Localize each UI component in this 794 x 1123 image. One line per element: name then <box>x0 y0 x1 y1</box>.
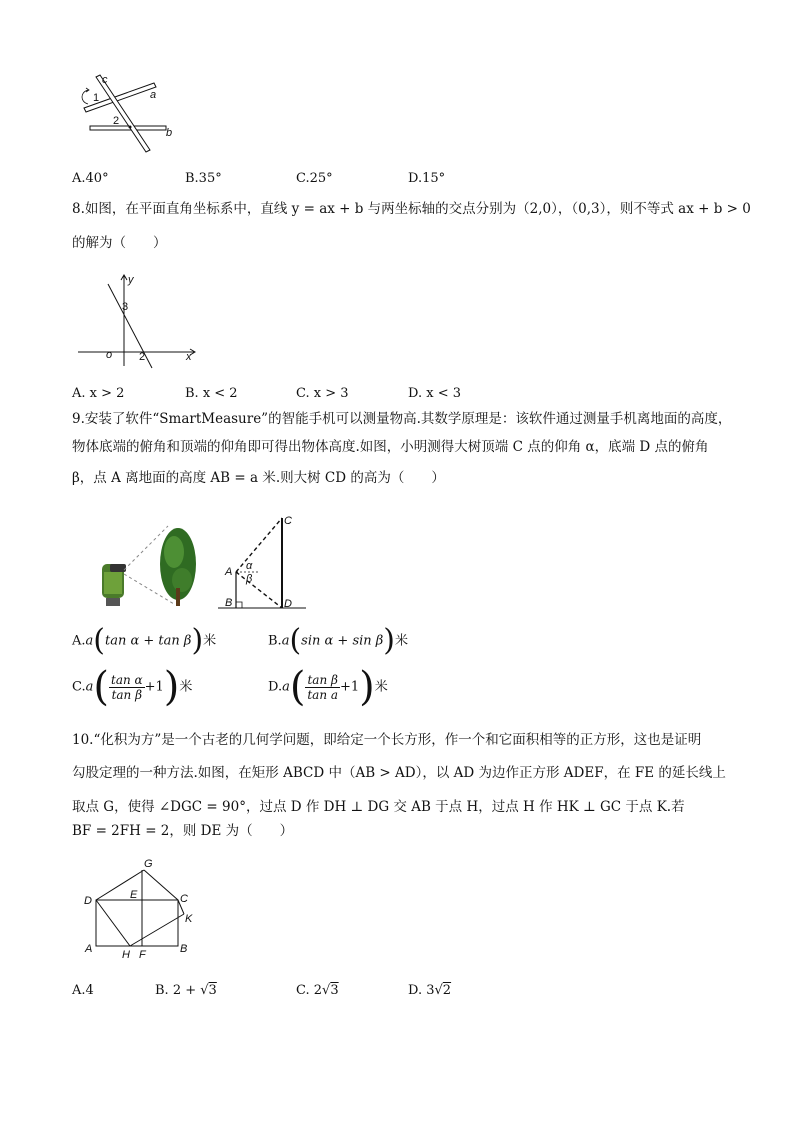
label-k: K <box>185 913 193 925</box>
sightline-ac <box>236 518 282 572</box>
line-ax-plus-b <box>108 284 152 368</box>
q10-option-b[interactable]: B. 2 + √3 <box>155 983 217 998</box>
sightline-ad <box>236 572 282 608</box>
label-2: 2 <box>113 115 120 127</box>
q7-option-d[interactable]: D.15° <box>408 171 446 186</box>
label-e: E <box>130 889 138 901</box>
q8-stem-line1: 8.如图，在平面直角坐标系中，直线 y = ax + b 与两坐标轴的交点分别为（2,0），（0,3），则不等式 ax + b > 0 <box>72 201 751 217</box>
q8-option-d[interactable]: D. x < 3 <box>408 386 461 401</box>
label-c: c <box>102 74 108 86</box>
q9-diagram <box>216 512 308 612</box>
q8-stem-line2: 的解为（ ） <box>72 235 167 251</box>
label-a: a <box>150 89 157 101</box>
q10-stem-line3: 取点 G，使得 ∠DGC = 90°，过点 D 作 DH ⊥ DG 交 AB 于点 H，过点 H 作 HK ⊥ GC 于点 K.若 <box>72 799 685 815</box>
q9-option-a[interactable]: A.a(tan α + tan β)米 <box>72 623 217 658</box>
segment-hk <box>130 914 184 946</box>
q9-option-b[interactable]: B.a(sin α + sin β)米 <box>268 623 409 658</box>
q9-stem-line3: β，点 A 离地面的高度 AB = a 米.则大树 CD 的高为（ ） <box>72 470 445 486</box>
q9-stem-line1: 9.安装了软件“SmartMeasure”的智能手机可以测量物高.其数学原理是：该软件通过测量手机离地面的高度， <box>72 411 732 427</box>
q10-stem-line4: BF = 2FH = 2，则 DE 为（ ） <box>72 823 294 839</box>
segment-dh <box>96 900 130 946</box>
label-b: B <box>225 597 233 609</box>
q7-option-b[interactable]: B.35° <box>185 171 222 186</box>
q9-option-d[interactable]: D.a( $\frac{\text{tan β}}{\text{tan a}}$ +1)米 <box>268 664 388 710</box>
label-c: C <box>180 893 188 905</box>
label-beta: β <box>246 573 253 585</box>
q9-illustration <box>100 522 210 612</box>
label-b: B <box>180 943 188 955</box>
label-h: H <box>122 949 130 961</box>
label-y: y <box>128 274 134 286</box>
label-d: D <box>84 895 92 907</box>
q8-option-c[interactable]: C. x > 3 <box>296 386 349 401</box>
q10-option-d[interactable]: D. 3√2 <box>408 983 452 998</box>
line-b <box>90 126 166 130</box>
q10-figure <box>80 856 200 962</box>
rotation-arrow-icon <box>82 90 88 104</box>
label-3: 3 <box>122 301 129 313</box>
label-origin: o <box>106 349 113 361</box>
label-1: 1 <box>93 92 100 104</box>
q10-stem-line1: 10.“化积为方”是一个古老的几何学问题，即给定一个长方形，作一个和它面积相等的正方形，这也是证明 <box>72 732 702 748</box>
q10-option-a[interactable]: A.4 <box>72 983 94 998</box>
q8-option-b[interactable]: B. x < 2 <box>185 386 238 401</box>
line-c <box>96 75 150 152</box>
label-c: C <box>284 515 292 527</box>
q9-stem-line2: 物体底端的俯角和顶端的仰角即可得出物体高度.如图，小明测得大树顶端 C 点的仰角 α，底端 D 点的俯角 <box>72 439 709 455</box>
label-a: A <box>225 566 233 578</box>
q8-figure <box>78 272 202 368</box>
tree-icon <box>160 528 196 606</box>
label-b: b <box>166 127 173 139</box>
label-x: x <box>186 351 192 363</box>
q10-option-c[interactable]: C. 2√3 <box>296 983 339 998</box>
rectangle-abcd <box>96 900 178 946</box>
q8-option-a[interactable]: A. x > 2 <box>72 386 125 401</box>
label-2: 2 <box>139 351 146 363</box>
label-alpha: α <box>246 560 253 572</box>
q9-option-c[interactable]: C.a( $\frac{\text{tan α}}{\text{tan β}}$ +1)米 <box>72 664 193 710</box>
robot-icon <box>102 564 126 606</box>
q7-option-c[interactable]: C.25° <box>296 171 333 186</box>
q7-figure <box>76 74 186 154</box>
segment-gc <box>144 870 178 900</box>
label-g: G <box>144 858 153 870</box>
label-d: D <box>284 598 292 610</box>
label-f: F <box>139 949 146 961</box>
q7-option-a[interactable]: A.40° <box>72 171 109 186</box>
q10-stem-line2: 勾股定理的一种方法.如图，在矩形 ABCD 中（AB > AD），以 AD 为边作正方形 ADEF，在 FE 的延长线上 <box>72 765 726 781</box>
label-a: A <box>85 943 93 955</box>
